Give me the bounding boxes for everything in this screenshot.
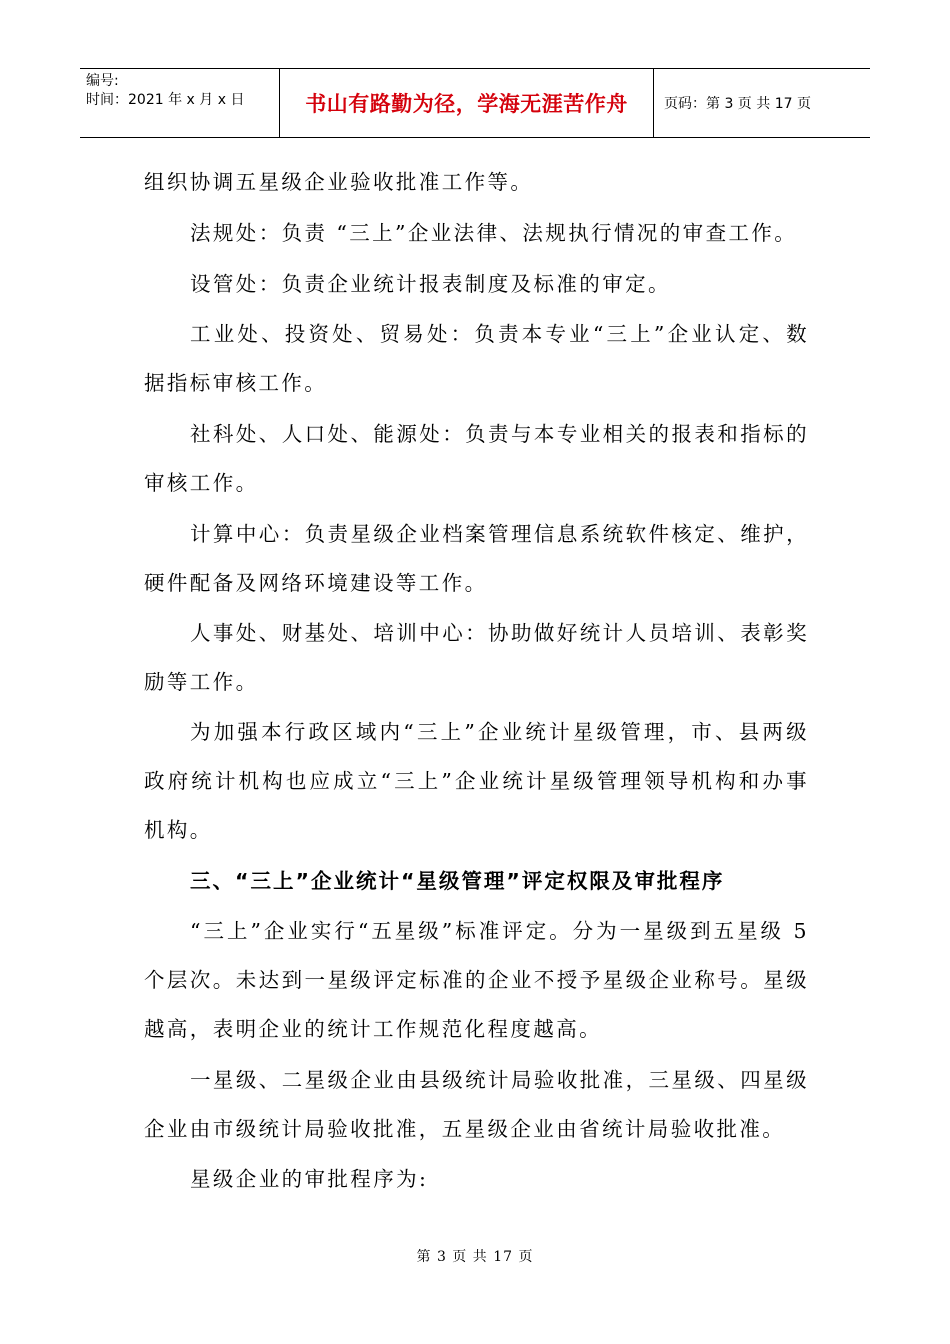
paragraph-8: 为加强本行政区域内“三上”企业统计星级管理，市、县两级政府统计机构也应成立“三上”企业统计星级管理领导机构和办事机构。 [144,720,809,842]
header-page-info: 页码：第 3 页 共 17 页 [664,96,811,112]
paragraph-11: 星级企业的审批程序为: [190,1167,429,1191]
paragraph-1: 组织协调五星级企业验收批准工作等。 [144,170,534,194]
document-number-label: 编号: [86,73,119,89]
section-heading: 三、“三上”企业统计“星级管理”评定权限及审批程序 [190,869,725,893]
paragraph-4: 工业处、投资处、贸易处：负责本专业“三上”企业认定、数据指标审核工作。 [144,322,809,395]
paragraph-7: 人事处、财基处、培训中心：协助做好统计人员培训、表彰奖励等工作。 [144,621,809,694]
page-footer: 第 3 页 共 17 页 [416,1249,534,1265]
document-date: 时间：2021 年 x 月 x 日 [86,92,245,108]
paragraph-3: 设管处：负责企业统计报表制度及标准的审定。 [190,272,671,296]
page-header [80,68,870,138]
paragraph-9: “三上”企业实行“五星级”标准评定。分为一星级到五星级 5 个层次。未达到一星级评定标准的企业不授予星级企业称号。星级越高，表明企业的统计工作规范化程度越高。 [144,919,809,1041]
paragraph-10: 一星级、二星级企业由县级统计局验收批准，三星级、四星级企业由市级统计局验收批准，五星级企业由省统计局验收批准。 [144,1068,809,1141]
paragraph-2: 法规处：负责 “三上”企业法律、法规执行情况的审查工作。 [190,221,798,245]
header-motto: 书山有路勤为径，学海无涯苦作舟 [280,69,654,137]
paragraph-6: 计算中心：负责星级企业档案管理信息系统软件核定、维护，硬件配备及网络环境建设等工作。 [144,522,809,595]
header-meta [80,69,280,137]
paragraph-5: 社科处、人口处、能源处：负责与本专业相关的报表和指标的审核工作。 [144,422,809,495]
